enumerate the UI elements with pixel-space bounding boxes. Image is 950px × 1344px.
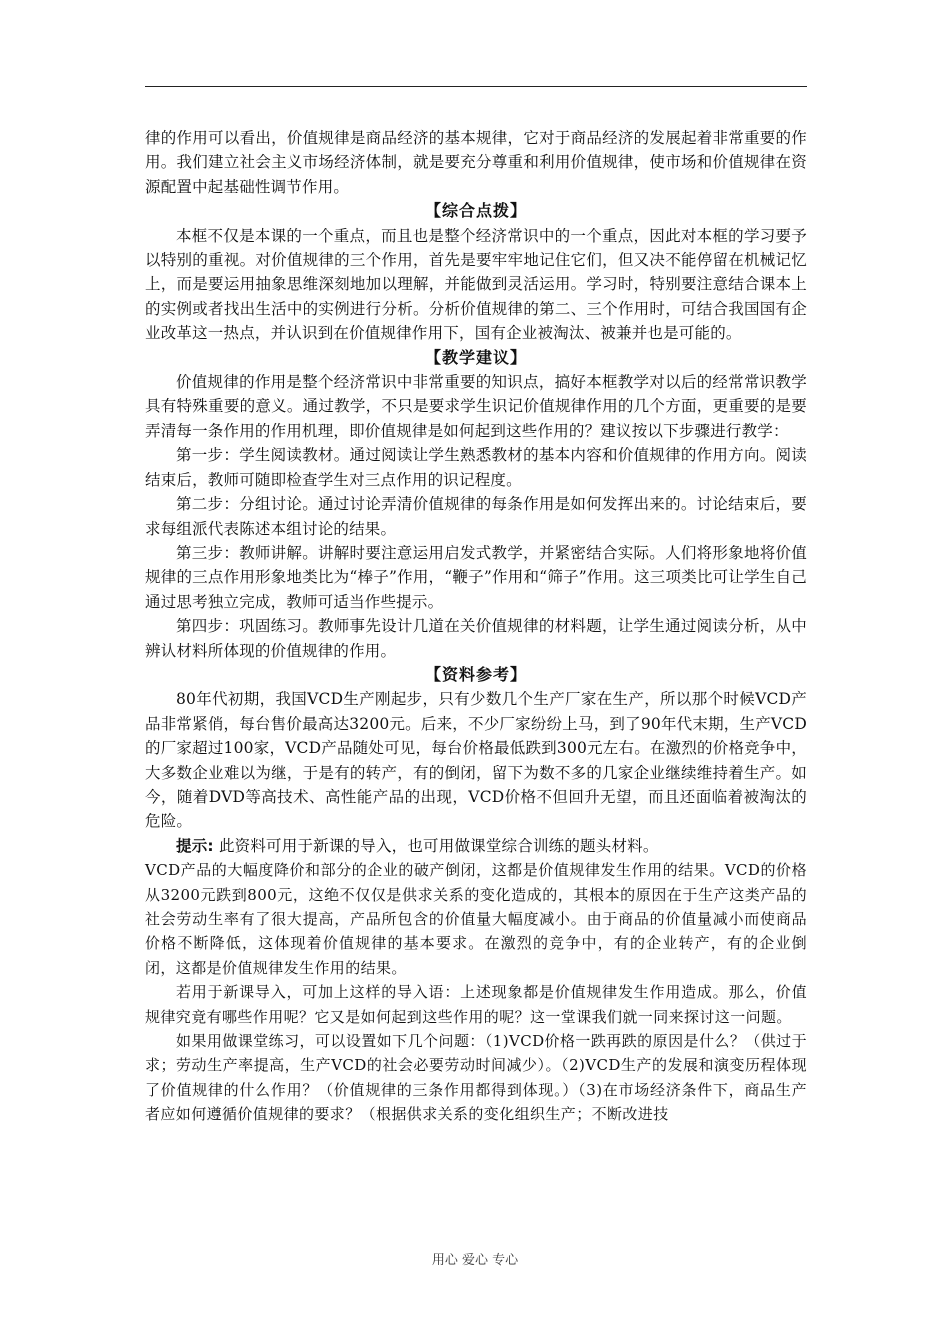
page-footer: 用心 爱心 专心 <box>431 1253 519 1268</box>
teaching-step-2: 第二步：分组讨论。通过讨论弄清价值规律的每条作用是如何发挥出来的。讨论结束后，要求每组派代表陈述本组讨论的结果。 <box>145 495 807 538</box>
teaching-suggestions-paragraph: 价值规律的作用是整个经济常识中非常重要的知识点，搞好本框教学对以后的经常常识教学具有特殊重要的意义。通过教学，不只是要求学生识记价值规律作用的几个方面，更重要的是要弄清每一条作用的作用机理，即价值规律是如何起到这些作用的？建议按以下步骤进行教学： <box>145 373 807 440</box>
tip-paragraph <box>145 834 807 858</box>
comprehensive-tips-paragraph: 本框不仅是本课的一个重点，而且也是整个经济常识中的一个重点，因此对本框的学习要予以特别的重视。对价值规律的三个作用，首先是要牢牢地记住它们，但又决不能停留在机械记忆上，而是要运用抽象思维深刻地加以理解，并能做到灵活运用。学习时，特别要注意结合课本上的实例或者找出生活中的实例进行分析。分析价值规律的第二、三个作用时，可结合我国国有企业改革这一热点，并认识到在价值规律作用下，国有企业被淘汰、被兼并也是可能的。 <box>145 226 807 343</box>
tip-text: 此资料可用于新课的导入，也可用做课堂综合训练的题头材料。 <box>213 836 659 855</box>
section-title-comprehensive-tips: 【综合点拨】 <box>424 201 527 221</box>
teaching-step-3: 第三步：教师讲解。讲解时要注意运用启发式教学，并紧密结合实际。人们将形象地将价值规律的三点作用形象地类比为“棒子”作用，“鞭子”作用和“筛子”作用。这三项类比可让学生自己通过思考独立完成，教师可适当作些提示。 <box>145 543 807 611</box>
tip-label: 提示: <box>176 836 214 855</box>
intro-paragraph: 律的作用可以看出，价值规律是商品经济的基本规律，它对于商品经济的发展起着非常重要的作用。我们建立社会主义市场经济体制，就是要充分尊重和利用价值规律，使市场和价值规律在资源配置中起基础性调节作用。 <box>145 129 807 196</box>
analysis-paragraph: VCD产品的大幅度降价和部分的企业的破产倒闭，这都是价值规律发生作用的结果。VCD的价格从3200元跌到800元，这绝不仅仅是供求关系的变化造成的，其根本的原因在于生产这类产品的社会劳动生率有了很大提高，产品所包含的价值量大幅度减小。由于商品的价值量减小而使商品价格不断降低，这体现着价值规律的基本要求。在激烈的竞争中，有的企业转产，有的企业倒闭，这都是价值规律发生作用的结果。 <box>145 861 807 977</box>
header-rule <box>145 86 807 87</box>
reference-material-paragraph: 80年代初期，我国VCD生产刚起步，只有少数几个生产厂家在生产，所以那个时候VCD产品非常紧俏，每台售价最高达3200元。后来，不少厂家纷纷上马，到了90年代末期，生产VCD的厂家超过100家，VCD产品随处可见，每台价格最低跌到300元左右。在激烈的价格竞争中，大多数企业难以为继，于是有的转产，有的倒闭，留下为数不多的几家企业继续维持着生产。如今，随着DVD等高技术、高性能产品的出现，VCD价格不但回升无望，而且还面临着被淘汰的危险。 <box>145 690 807 831</box>
section-title-teaching-suggestions: 【教学建议】 <box>424 347 527 367</box>
document-body <box>145 126 807 1127</box>
section-title-reference-materials: 【资料参考】 <box>424 664 527 684</box>
exercise-paragraph: 如果用做课堂练习，可以设置如下几个问题：（1)VCD价格一跌再跌的原因是什么？（供过于求；劳动生产率提高，生产VCD的社会必要劳动时间减少）。（2)VCD生产的发展和演变历程体现了价值规律的什么作用？（价值规律的三条作用都得到体现。）（3)在市场经济条件下，商品生产者应如何遵循价值规律的要求？（根据供求关系的变化组织生产；不断改进技 <box>145 1032 807 1124</box>
teaching-step-4: 第四步：巩固练习。教师事先设计几道在关价值规律的材料题，让学生通过阅读分析，从中辨认材料所体现的价值规律的作用。 <box>145 617 807 660</box>
lesson-intro-paragraph: 若用于新课导入，可加上这样的导入语：上述现象都是价值规律发生作用造成。那么，价值规律究竟有哪些作用呢？它又是如何起到这些作用的呢？这一堂课我们就一同来探讨这一问题。 <box>145 983 807 1026</box>
teaching-step-1: 第一步：学生阅读教材。通过阅读让学生熟悉教材的基本内容和价值规律的作用方向。阅读结束后，教师可随即检查学生对三点作用的识记程度。 <box>145 446 807 489</box>
